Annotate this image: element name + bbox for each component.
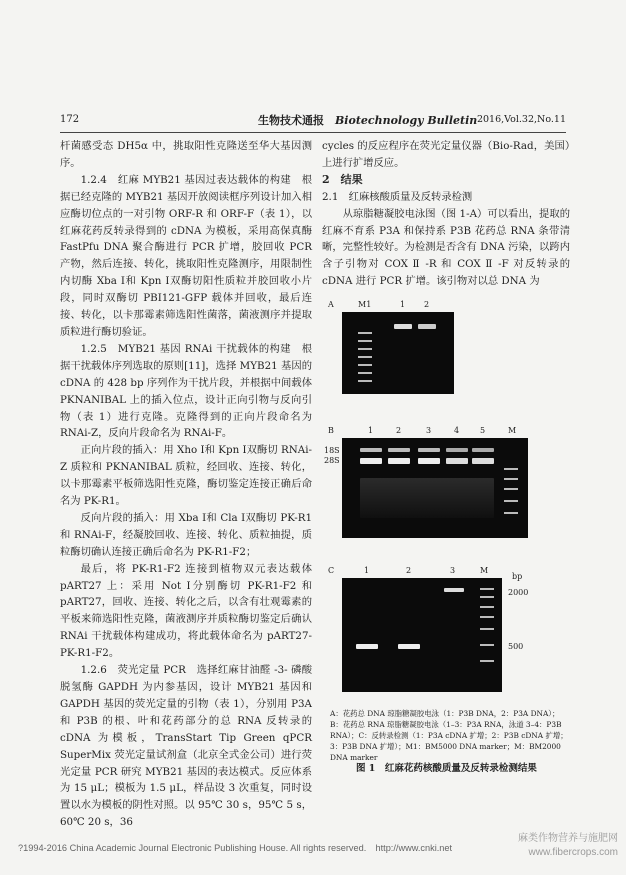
rna-band (472, 448, 494, 452)
paragraph: 1.2.5 MYB21 基因 RNAi 干扰载体的构建 根据干扰载体序列选取的原则[11]，选择 MYB21 基因的 cDNA 的 428 bp 序列作为干扰片段，并根据中间载体 PKNANIBAL 上的插入位点，设计正向引物与反向引物（表 1）进行克隆。克隆得到的正向片段命名为 RNAi-Z，反向片段命名为 RNAi-F。 (60, 342, 312, 440)
paragraph: 1.2.4 红麻 MYB21 基因过表达载体的构建 根据已经克隆的 MYB21 基因开放阅读框序列设计加入相应酶切位点的一对引物 ORF-R 和 ORF-F（表 1），以红麻花药反转录得到的 cDNA 为模板，采用高保真酶 FastPfu DNA 聚合酶进行 PCR 扩增，胶回收 PCR 产物，然后连接、转化，挑取阳性克隆测序，用限制性内切酶 Xba Ⅰ和 Kpn Ⅰ双酶切阳性质粒并胶回收小片段，同时双酶切 PBI121-GFP 载体并回收，最后连接、转化，以卡那霉素筛选阳性菌落，菌液测序并提取质粒进行酶切验证。 (60, 173, 312, 338)
volume-info: 2016,Vol.32,No.11 (476, 114, 566, 125)
rna-band (360, 458, 382, 464)
rna-band (388, 448, 410, 452)
pcr-band (356, 644, 378, 649)
lane-label: 4 (454, 426, 460, 435)
page-number: 172 (60, 114, 80, 125)
panel-label: C (328, 566, 335, 575)
figure-title: 图 1 红麻花药核酸质量及反转录检测结果 (356, 763, 537, 774)
panel-label: A (328, 300, 334, 309)
pcr-band (444, 588, 464, 592)
right-column (322, 138, 570, 290)
marker-18s: 18S (324, 446, 340, 455)
lane-label: 5 (480, 426, 486, 435)
bp-unit: bp (512, 572, 523, 581)
gel-panel-a (328, 300, 454, 394)
paragraph: 反向片段的插入：用 Xba Ⅰ和 Cla Ⅰ双酶切 PK-R1 和 RNAi-F，经凝胶回收、连接、转化、质粒抽提，质粒酶切确认连接正确后命名为 PK-R1-F2； (60, 511, 312, 558)
lane-label: 2 (424, 300, 430, 309)
gel-panel-c (328, 566, 529, 692)
pcr-band (398, 644, 420, 649)
rna-band (388, 458, 410, 464)
marker-28s: 28S (324, 456, 340, 465)
rna-band (446, 448, 468, 452)
paragraph: 正向片段的插入：用 Xho Ⅰ和 Kpn Ⅰ双酶切 RNAi-Z 质粒和 PKNANIBAL 质粒，经回收、连接、转化，以卡那霉素平板筛选阳性克隆，酶切鉴定连接正确后命名为 PK-R1。 (60, 444, 312, 508)
marker-500: 500 (508, 642, 524, 651)
lane-label: 1 (364, 566, 370, 575)
lane-label: 1 (400, 300, 406, 309)
journal-title: 生物技术通报 Biotechnology Bulletin (258, 114, 478, 127)
page-header (60, 112, 566, 133)
rna-band (446, 458, 468, 464)
dna-band (418, 324, 436, 329)
lane-label: 3 (426, 426, 432, 435)
copyright-footer: ?1994-2016 China Academic Journal Electronic Publishing House. All rights reserved. http://www.cnki.net (18, 843, 453, 853)
section-heading: 2 结果 (322, 172, 363, 186)
left-column (60, 138, 312, 831)
dna-band (394, 324, 412, 329)
figure-1 (324, 300, 568, 692)
lane-label: M (508, 426, 517, 435)
lane-label: 2 (406, 566, 412, 575)
marker-2000: 2000 (508, 588, 529, 597)
lane-label: 3 (450, 566, 456, 575)
subsection-heading: 2.1 红麻核酸质量及反转录检测 (322, 190, 473, 203)
paragraph: 最后，将 PK-R1-F2 连接到植物双元表达载体 pART27 上：采用 Not Ⅰ分别酶切 PK-R1-F2 和 pART27，回收、连接、转化之后，以含有壮观霉素的平板来筛选阳性克隆，菌液测序并质粒酶切鉴定后确认 RNAi 干扰载体构建成功，将此载体命名为 pART27-PK-R1-F2。 (60, 562, 312, 660)
rna-band (418, 448, 440, 452)
lane-label: 1 (368, 426, 374, 435)
rna-band (360, 448, 382, 452)
lane-label: M (480, 566, 489, 575)
gel-panel-b (324, 426, 528, 538)
watermark: 麻类作物营养与施肥网 www.fibercrops.com (518, 833, 618, 858)
paragraph: cycles 的反应程序在荧光定量仪器（Bio-Rad，美国）上进行扩增反应。 (322, 140, 570, 169)
figure-caption: A：花药总 DNA 琼脂糖凝胶电泳（1：P3B DNA，2：P3A DNA）；B：花药总 RNA 琼脂糖凝胶电泳（1–3：P3A RNA，泳道 3–4：P3B RNA）；C：反转录检测（1：P3A cDNA 扩增；2：P3B cDNA 扩增；3：P3B DNA 扩增）；M1：BM5000 DNA marker；M：BM2000 DNA marker (330, 709, 568, 762)
paragraph: 从琼脂糖凝胶电泳图（图 1-A）可以看出，提取的红麻不育系 P3A 和保持系 P3B 花药总 RNA 条带清晰，完整性较好。为检测是否含有 DNA 污染，以跨内含子引物对 COX Ⅱ -R 和 COX Ⅱ -F 对反转录的 cDNA 进行 PCR 扩增。该引物对以总 DNA 为 (322, 207, 570, 288)
rna-band (418, 458, 440, 464)
panel-label: B (328, 426, 334, 435)
paragraph: 杆菌感受态 DH5α 中，挑取阳性克隆送至华大基因测序。 (60, 140, 312, 169)
lane-label: 2 (396, 426, 402, 435)
rna-band (472, 458, 494, 464)
paragraph: 1.2.6 荧光定量 PCR 选择红麻甘油醛 -3- 磷酸脱氢酶 GAPDH 为内参基因，设计 MYB21 基因和 GAPDH 基因的荧光定量的引物（表 1），分别用 P3A 和 P3B 的根、叶和花药部分的总 RNA 反转录的 cDNA 为模板，TransStart Tip Green qPCR SuperMix 荧光定量试剂盒（北京全式金公司）进行荧光定量 PCR 研究 MYB21 基因的表达模式。反应体系为 15 μL；模板为 1.5 μL，样品设 3 次重复，同时设置以水为模板的阴性对照。以 95℃ 30 s，95℃ 5 s，60℃ 20 s，36 (60, 664, 312, 829)
lane-label: M1 (358, 300, 372, 309)
